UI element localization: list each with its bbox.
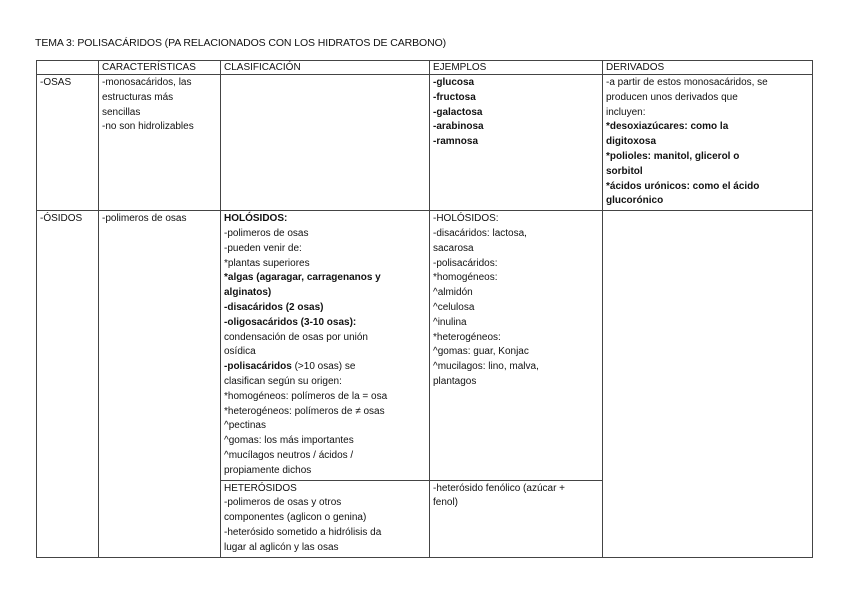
osas-caracteristicas xyxy=(99,75,221,211)
text-line: -heterósido fenólico (azúcar + xyxy=(433,482,566,494)
text-line: osídica xyxy=(224,346,256,358)
text-line: -no son hidrolizables xyxy=(102,121,194,133)
text-line: -HOLÓSIDOS: xyxy=(433,213,499,225)
text-line: alginatos) xyxy=(224,287,272,299)
text-line: -disacáridos (2 osas) xyxy=(224,301,324,313)
example-item: -glucosa xyxy=(433,77,475,88)
polisacaridos-table xyxy=(36,60,813,558)
polisacaridos-line xyxy=(224,360,426,375)
text-line: -polisacáridos: xyxy=(433,257,498,269)
example-item: -fructosa xyxy=(433,91,476,103)
polisacaridos-term: -polisacáridos xyxy=(224,361,292,373)
text-line: clasifican según su origen: xyxy=(224,375,342,387)
text-line: -polimeros de osas xyxy=(102,213,187,225)
text-line: lugar al aglicón y las osas xyxy=(224,541,339,553)
text-line: *homogéneos: xyxy=(433,272,498,284)
text-line: -oligosacáridos (3-10 osas): xyxy=(224,316,357,328)
osas-label: -OSAS xyxy=(37,75,99,211)
heterosidos-clasificacion xyxy=(221,480,430,557)
header-derivados: DERIVADOS xyxy=(603,61,813,75)
osas-clasificacion xyxy=(221,75,430,211)
text-line: incluyen: xyxy=(606,106,646,118)
text-line: condensación de osas por unión xyxy=(224,331,368,343)
example-item: -arabinosa xyxy=(433,121,484,133)
text-line: -monosacáridos, las xyxy=(102,77,192,88)
osidos-row xyxy=(37,211,813,480)
header-row xyxy=(37,61,813,75)
text-line: sencillas xyxy=(102,106,141,118)
text-line: ^almidón xyxy=(433,287,473,299)
header-clasificacion: CLASIFICACIÓN xyxy=(221,61,430,75)
holosidos-heading: HOLÓSIDOS: xyxy=(224,213,288,225)
derivative-line: *desoxiazúcares: como la xyxy=(606,121,729,133)
text-line: componentes (aglicon o genina) xyxy=(224,512,367,524)
text-line: *heterogéneos: polímeros de ≠ osas xyxy=(224,405,385,417)
heterosidos-ejemplos xyxy=(430,480,603,557)
derivative-line: *ácidos urónicos: como el ácido xyxy=(606,180,760,192)
text-line: ^celulosa xyxy=(433,301,475,313)
page-title: TEMA 3: POLISACÁRIDOS (PA RELACIONADOS CON LOS HIDRATOS DE CARBONO) xyxy=(35,37,447,49)
holosidos-ejemplos xyxy=(430,211,603,480)
osas-derivados xyxy=(603,75,813,211)
derivative-line: sorbitol xyxy=(606,165,643,177)
text-line: -heterósido sometido a hidrólisis da xyxy=(224,526,382,538)
header-ejemplos: EJEMPLOS xyxy=(430,61,603,75)
holosidos-clasificacion xyxy=(221,211,430,480)
text-line: *heterogéneos: xyxy=(433,331,501,343)
text-line: plantagos xyxy=(433,375,477,387)
header-caracteristicas: CARACTERÍSTICAS xyxy=(99,61,221,75)
text-line: -polimeros de osas xyxy=(224,227,309,239)
text-line: *algas (agaragar, carragenanos y xyxy=(224,272,381,284)
text-line: propiamente dichos xyxy=(224,464,312,476)
text-line: estructuras más xyxy=(102,91,174,103)
text-line: -disacáridos: lactosa, xyxy=(433,227,527,239)
osas-row xyxy=(37,75,813,211)
text-line: *homogéneos: polímeros de la = osa xyxy=(224,390,388,402)
text-line: ^gomas: los más importantes xyxy=(224,435,354,447)
heterosidos-heading: HETERÓSIDOS xyxy=(224,482,297,494)
text-line: ^mucilagos: lino, malva, xyxy=(433,361,539,373)
text-line: producen unos derivados que xyxy=(606,91,738,103)
header-empty xyxy=(37,61,99,75)
text-line: ^gomas: guar, Konjac xyxy=(433,346,529,358)
text-line: ^inulina xyxy=(433,316,467,328)
text-line: *plantas superiores xyxy=(224,257,310,269)
polisacaridos-rest: (>10 osas) se xyxy=(291,361,356,373)
text-line: -pueden venir de: xyxy=(224,242,302,254)
text-line: ^pectinas xyxy=(224,420,266,432)
derivative-line: *polioles: manitol, glicerol o xyxy=(606,150,740,162)
osidos-caracteristicas xyxy=(99,211,221,557)
example-item: -galactosa xyxy=(433,106,483,118)
example-item: -ramnosa xyxy=(433,136,479,148)
text-line: fenol) xyxy=(433,497,459,509)
text-line: -a partir de estos monosacáridos, se xyxy=(606,77,768,88)
osidos-label: -ÓSIDOS xyxy=(37,211,99,557)
osas-ejemplos xyxy=(430,75,603,211)
osidos-derivados xyxy=(603,211,813,557)
text-line: ^mucílagos neutros / ácidos / xyxy=(224,449,354,461)
text-line: sacarosa xyxy=(433,242,474,254)
derivative-line: glucorónico xyxy=(606,195,664,207)
text-line: -polimeros de osas y otros xyxy=(224,497,342,509)
derivative-line: digitoxosa xyxy=(606,136,657,148)
